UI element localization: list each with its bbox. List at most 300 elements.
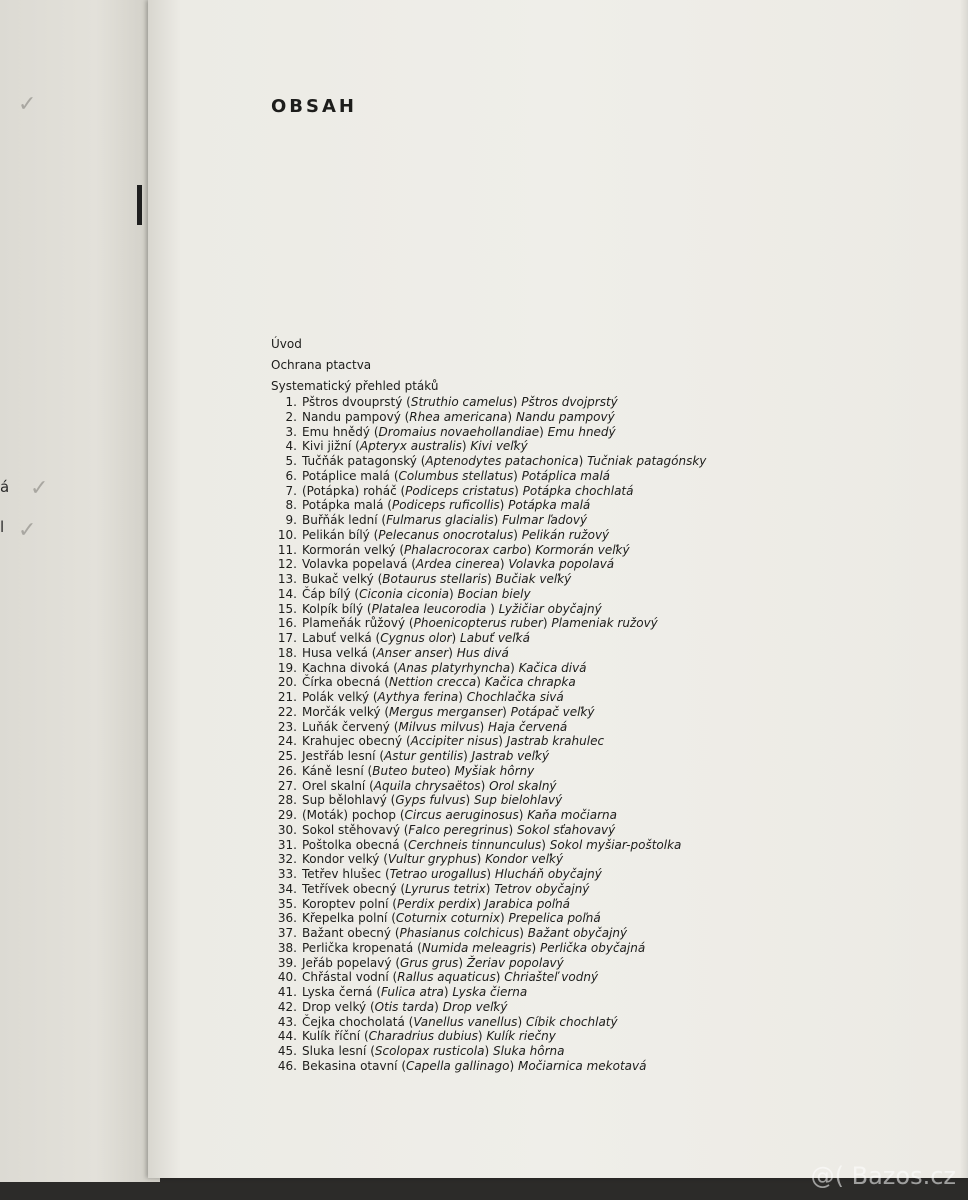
entry-latin-name: Ardea cinerea [415,557,500,572]
pencil-check-mark: ✓ [18,92,37,117]
entry-latin-name: Cygnus olor [380,631,452,645]
entry-paren: ( [371,631,381,645]
toc-entry-list [271,395,791,1074]
entry-latin-name: Circus aeruginosus [404,808,519,822]
entry-slovak-name: Močiarnica mekotavá [517,1058,647,1073]
entry-czech-name: Kormorán velký [302,542,396,557]
entry-czech-name: Emu hnědý [302,424,371,439]
entry-paren: ( [370,424,379,439]
entry-slovak-name: Volavka popolavá [508,557,615,572]
entry-paren: ( [372,985,382,999]
entry-number: 38. [277,940,297,955]
entry-paren: ) [539,424,548,439]
entry-paren: ( [377,513,387,527]
entry-number: 4. [285,439,297,454]
entry-czech-name: Drop velký [302,999,367,1014]
entry-slovak-name: Labuť veľká [460,631,530,645]
toc-entry [271,1059,791,1074]
entry-paren: ) [495,970,505,985]
toc-entry [271,646,791,661]
entry-number: 2. [285,409,297,424]
entry-slovak-name: Sup bielohlavý [474,793,563,808]
entry-slovak-name: Jastrab krahulec [506,734,605,749]
entry-paren: ) [480,778,490,793]
toc-entry [271,1015,791,1030]
entry-slovak-name: Jarabica poľná [484,896,571,911]
entry-latin-name: Aptenodytes patachonica [425,454,579,468]
entry-slovak-name: Emu hnedý [547,424,616,439]
entry-slovak-name: Kačica chrapka [484,675,576,690]
entry-czech-name: Kolpík bílý [302,601,364,616]
entry-number: 36. [277,911,297,926]
entry-slovak-name: Bučiak veľký [495,572,572,586]
entry-czech-name: (Potápka) roháč [302,483,397,498]
entry-czech-name: Lyska černá [302,985,373,999]
entry-latin-name: Aquila chrysaëtos [373,778,481,793]
entry-paren: ( [396,881,406,896]
entry-slovak-name: Potápač veľký [510,704,595,719]
entry-slovak-name: Perlička obyčajná [539,940,646,955]
entry-paren: ) [499,557,509,572]
entry-czech-name: Luňák červený [302,719,390,734]
entry-number: 41. [277,985,297,999]
entry-czech-name: Sluka lesní [302,1044,367,1058]
entry-number: 40. [277,970,297,985]
entry-slovak-name: Pštros dvojprstý [521,395,618,409]
entry-paren: ( [391,926,400,940]
entry-slovak-name: Kaňa močiarna [527,808,617,822]
entry-paren: ) [507,409,516,424]
entry-paren: ( [381,867,390,881]
entry-czech-name: Bukač velký [302,572,374,586]
toc-entry [271,852,791,867]
entry-paren: ( [389,719,399,734]
toc-entry [271,528,791,543]
entry-paren: ( [367,645,377,660]
entry-paren: ( [399,837,409,852]
entry-slovak-name: Kormorán veľký [535,542,630,557]
toc-entry [271,970,791,985]
entry-czech-name: Kondor velký [302,852,380,867]
entry-latin-name: Anser anser [376,645,449,660]
entry-latin-name: Dromaius novaehollandiae [378,424,540,439]
entry-paren: ) [479,719,489,734]
entry-paren: ) [578,454,588,468]
entry-number: 20. [277,675,297,690]
page-title: OBSAH [271,96,357,117]
entry-paren: ) [509,1058,518,1073]
table-of-contents [271,336,791,1074]
entry-paren: ( [396,808,405,822]
entry-slovak-name: Žeriav popolavý [466,955,564,970]
entry-czech-name: Jeřáb popelavý [302,955,392,970]
entry-paren: ) [486,867,495,881]
entry-paren: ( [365,778,374,793]
entry-paren: ( [363,601,372,616]
entry-paren: ( [366,999,375,1014]
entry-czech-name: Bažant obecný [302,926,392,940]
entry-latin-name: Podiceps ruficollis [391,498,500,513]
entry-latin-name: Podiceps cristatus [405,483,515,498]
entry-slovak-name: Cíbik chochlatý [525,1014,618,1029]
entry-number: 31. [277,837,297,852]
entry-number: 12. [277,557,297,572]
toc-entry [271,425,791,440]
entry-paren: ) [518,808,528,822]
pencil-check-mark: ✓ [18,518,37,543]
toc-entry [271,941,791,956]
entry-czech-name: Tučňák patagonský [302,454,417,468]
entry-latin-name: Milvus milvus [398,719,480,734]
entry-paren: ) [541,837,550,852]
entry-czech-name: Sokol stěhovavý [302,822,400,837]
entry-number: 9. [285,513,297,527]
toc-entry [271,911,791,926]
entry-paren: ) [484,1044,493,1058]
entry-czech-name: Husa velká [302,645,368,660]
entry-latin-name: Astur gentilis [384,749,464,763]
entry-slovak-name: Potápka malá [508,498,591,513]
entry-number: 26. [277,763,297,778]
toc-entry [271,749,791,764]
entry-latin-name: Vanellus vanellus [413,1014,518,1029]
entry-czech-name: Krahujec obecný [302,734,403,749]
entry-czech-name: Káně lesní [302,763,364,778]
toc-entry [271,867,791,882]
entry-number: 11. [277,542,297,557]
entry-paren: ( [402,395,411,409]
entry-number: 24. [277,734,297,749]
entry-paren: ) [498,734,507,749]
entry-latin-name: Lyrurus tetrix [405,881,486,896]
toc-entry [271,926,791,941]
entry-latin-name: Aythya ferina [377,690,459,704]
entry-latin-name: Anas platyrhyncha [397,660,511,675]
entry-latin-name: Capella gallinago [406,1058,510,1073]
toc-entry [271,1000,791,1015]
entry-latin-name: Mergus merganser [389,704,503,719]
entry-latin-name: Ciconia ciconia [359,586,449,601]
entry-slovak-name: Tetrov obyčajný [494,881,590,896]
entry-latin-name: Gyps fulvus [395,793,466,808]
entry-paren: ( [395,542,405,557]
toc-entry [271,616,791,631]
entry-paren: ) [512,395,522,409]
entry-paren: ( [407,557,416,572]
entry-paren: ) [477,1029,487,1044]
entry-slovak-name: Nandu pampový [515,409,615,424]
entry-latin-name: Vultur gryphus [387,852,477,867]
toc-entry [271,808,791,823]
entry-paren: ( [397,1058,407,1073]
entry-latin-name: Numida meleagris [421,940,532,955]
toc-entry [271,513,791,528]
toc-entry [271,543,791,558]
entry-paren: ) [493,513,503,527]
entry-paren: ) [542,616,552,631]
entry-czech-name: Sup bělohlavý [302,793,387,808]
entry-number: 3. [285,424,297,439]
entry-czech-name: Potáplice malá [302,468,391,483]
entry-paren: ) [499,911,509,926]
entry-czech-name: Jestřáb lesní [302,749,376,763]
entry-number: 18. [277,645,297,660]
entry-paren: ) [513,527,522,542]
entry-number: 44. [277,1029,297,1044]
entry-paren: ) [443,985,453,999]
entry-paren: ( [350,586,360,601]
entry-paren: ) [513,468,522,483]
entry-number: 34. [277,881,297,896]
entry-paren: ) [476,675,485,690]
entry-number: 1. [285,395,297,409]
entry-paren: ( [351,439,360,454]
entry-slovak-name: Plameniak ružový [551,616,658,631]
toc-section-intro: Úvod [271,337,302,351]
entry-paren: ) [458,690,467,704]
entry-slovak-name: Sluka hôrna [492,1044,565,1058]
entry-paren: ( [402,734,411,749]
entry-paren: ) [508,822,517,837]
left-page [0,0,160,1182]
entry-paren: ) [531,940,540,955]
entry-number: 19. [277,660,297,675]
entry-slovak-name: Haja červená [488,719,568,734]
entry-slovak-name: Orol skalný [489,778,557,793]
entry-czech-name: Tetřívek obecný [302,881,397,896]
toc-entry [271,469,791,484]
entry-paren: ) [485,881,495,896]
entry-latin-name: Phalacrocorax carbo [404,542,527,557]
toc-entry [271,690,791,705]
toc-entry [271,897,791,912]
entry-latin-name: Apteryx australis [359,439,462,454]
toc-entry [271,498,791,513]
entry-latin-name: Fulmarus glacialis [386,513,494,527]
entry-paren: ( [400,409,410,424]
entry-czech-name: Polák velký [302,690,370,704]
entry-paren: ( [375,749,385,763]
entry-number: 46. [277,1058,297,1073]
entry-latin-name: Fulica atra [381,985,444,999]
entry-slovak-name: Prepelica poľná [508,911,601,926]
toc-entry [271,734,791,749]
entry-paren: ( [369,690,378,704]
entry-paren: ( [389,660,398,675]
entry-paren: ) [510,660,519,675]
entry-czech-name: Tetřev hlušec [302,867,382,881]
entry-number: 28. [277,793,297,808]
entry-number: 16. [277,616,297,631]
entry-latin-name: Tetrao urogallus [389,867,487,881]
entry-number: 13. [277,572,297,586]
toc-entry [271,1044,791,1059]
entry-paren: ) [434,999,443,1014]
toc-entry [271,631,791,646]
entry-slovak-name: Potáplica malá [521,468,611,483]
toc-section-systematic-overview: Systematický přehled ptáků [271,379,439,393]
entry-czech-name: Kivi jižní [302,439,352,454]
entry-slovak-name: Jastrab veľký [471,749,550,763]
entry-czech-name: Čejka chocholatá [302,1014,405,1029]
toc-entry [271,882,791,897]
entry-latin-name: Columbus stellatus [398,468,514,483]
entry-czech-name: Poštolka obecná [302,837,400,852]
pencil-check-mark: ✓ [30,476,49,501]
entry-paren: ( [396,483,406,498]
entry-number: 30. [277,822,297,837]
entry-czech-name: Koroptev polní [302,896,389,911]
entry-latin-name: Perdix perdix [396,896,477,911]
toc-entry [271,793,791,808]
entry-czech-name: Čáp bílý [302,586,351,601]
entry-number: 39. [277,955,297,970]
toc-entry [271,985,791,1000]
entry-paren: ) [476,896,485,911]
entry-latin-name: Botaurus stellaris [382,572,488,586]
entry-paren: ) [487,572,496,586]
entry-slovak-name: Kačica divá [518,660,587,675]
toc-entry [271,675,791,690]
entry-latin-name: Platalea leucorodia [371,601,491,616]
entry-number: 33. [277,867,297,881]
entry-czech-name: Potápka malá [302,498,384,513]
entry-latin-name: Accipiter nisus [410,734,499,749]
entry-paren: ( [360,1029,369,1044]
entry-number: 27. [277,778,297,793]
toc-entry [271,587,791,602]
toc-entry [271,572,791,587]
entry-czech-name: Orel skalní [302,778,366,793]
entry-paren: ( [366,1044,375,1058]
entry-paren: ) [463,749,472,763]
entry-slovak-name: Hus divá [456,645,509,660]
entry-paren: ( [369,527,379,542]
entry-paren: ( [391,955,400,970]
entry-paren: ) [448,645,457,660]
left-page-fragment: l [0,518,5,536]
toc-entry [271,602,791,617]
entry-paren: ) [451,631,461,645]
entry-czech-name: Bekasina otavní [302,1058,398,1073]
entry-paren: ( [380,675,389,690]
watermark: @( Bazos.cz [810,1162,956,1190]
entry-slovak-name: Kondor veľký [485,852,564,867]
entry-czech-name: Čírka obecná [302,675,381,690]
entry-czech-name: Křepelka polní [302,911,388,926]
entry-slovak-name: Kulík riečny [486,1029,556,1044]
toc-entry [271,838,791,853]
entry-czech-name: Chřástal vodní [302,970,389,985]
entry-number: 21. [277,690,297,704]
entry-number: 6. [285,468,297,483]
entry-latin-name: Struthio camelus [410,395,513,409]
entry-slovak-name: Bocian biely [457,586,531,601]
entry-latin-name: Otis tarda [374,999,435,1014]
entry-slovak-name: Potápka chochlatá [522,483,634,498]
entry-paren: ( [387,911,396,926]
entry-czech-name: Kachna divoká [302,660,390,675]
entry-paren: ) [502,704,511,719]
entry-paren: ) [476,852,486,867]
toc-entry [271,484,791,499]
entry-czech-name: Nandu pampový [302,409,401,424]
entry-latin-name: Coturnix coturnix [395,911,500,926]
toc-entry [271,1029,791,1044]
entry-number: 15. [277,601,297,616]
entry-latin-name: Falco peregrinus [408,822,509,837]
entry-number: 23. [277,719,297,734]
entry-number: 25. [277,749,297,763]
entry-slovak-name: Sokol sťahovavý [516,822,616,837]
entry-latin-name: Phasianus colchicus [399,926,520,940]
toc-entry [271,661,791,676]
entry-czech-name: Buřňák lední [302,513,378,527]
entry-paren: ) [461,439,471,454]
entry-paren: ( [413,940,422,955]
entry-slovak-name: Kivi veľký [470,439,528,454]
entry-number: 32. [277,852,297,867]
entry-paren: ( [388,896,397,911]
entry-slovak-name: Lyska čierna [452,985,528,999]
entry-number: 17. [277,631,297,645]
entry-latin-name: Pelecanus onocrotalus [378,527,514,542]
entry-czech-name: Pelikán bílý [302,527,370,542]
entry-latin-name: Nettion crecca [388,675,477,690]
entry-number: 42. [277,999,297,1014]
entry-slovak-name: Drop veľký [442,999,508,1014]
entry-slovak-name: Lyžičiar obyčajný [498,601,602,616]
left-page-bar [137,185,142,225]
entry-paren: ) [465,793,475,808]
entry-slovak-name: Pelikán ružový [521,527,610,542]
entry-czech-name: Labuť velká [302,631,372,645]
entry-slovak-name: Chriašteľ vodný [504,970,599,985]
entry-number: 10. [277,527,297,542]
entry-number: 43. [277,1014,297,1029]
entry-paren: ( [380,704,390,719]
entry-number: 29. [277,808,297,822]
entry-paren: ( [390,468,399,483]
entry-number: 22. [277,704,297,719]
entry-latin-name: Scolopax rusticola [374,1044,485,1058]
entry-paren: ) [517,1014,526,1029]
entry-paren: ( [383,498,392,513]
entry-slovak-name: Fulmar ľadový [502,513,588,527]
entry-number: 37. [277,926,297,940]
entry-paren: ( [386,793,396,808]
entry-slovak-name: Chochlačka sivá [466,690,564,704]
entry-latin-name: Rallus aquaticus [397,970,496,985]
entry-latin-name: Cerchneis tinnunculus [408,837,542,852]
entry-paren: ( [363,763,373,778]
entry-latin-name: Phoenicopterus ruber [413,616,543,631]
entry-slovak-name: Hlucháň obyčajný [494,867,602,881]
entry-number: 45. [277,1044,297,1058]
entry-number: 35. [277,896,297,911]
toc-entry [271,823,791,838]
entry-latin-name: Grus grus [400,955,459,970]
toc-entry [271,454,791,469]
entry-paren: ) [445,763,455,778]
page-edge-shadow [960,0,968,1178]
entry-slovak-name: Sokol myšiar-poštolka [549,837,682,852]
entry-czech-name: (Moták) pochop [302,808,397,822]
toc-entry [271,439,791,454]
entry-paren: ( [416,454,426,468]
toc-entry [271,410,791,425]
entry-paren: ) [526,542,536,557]
